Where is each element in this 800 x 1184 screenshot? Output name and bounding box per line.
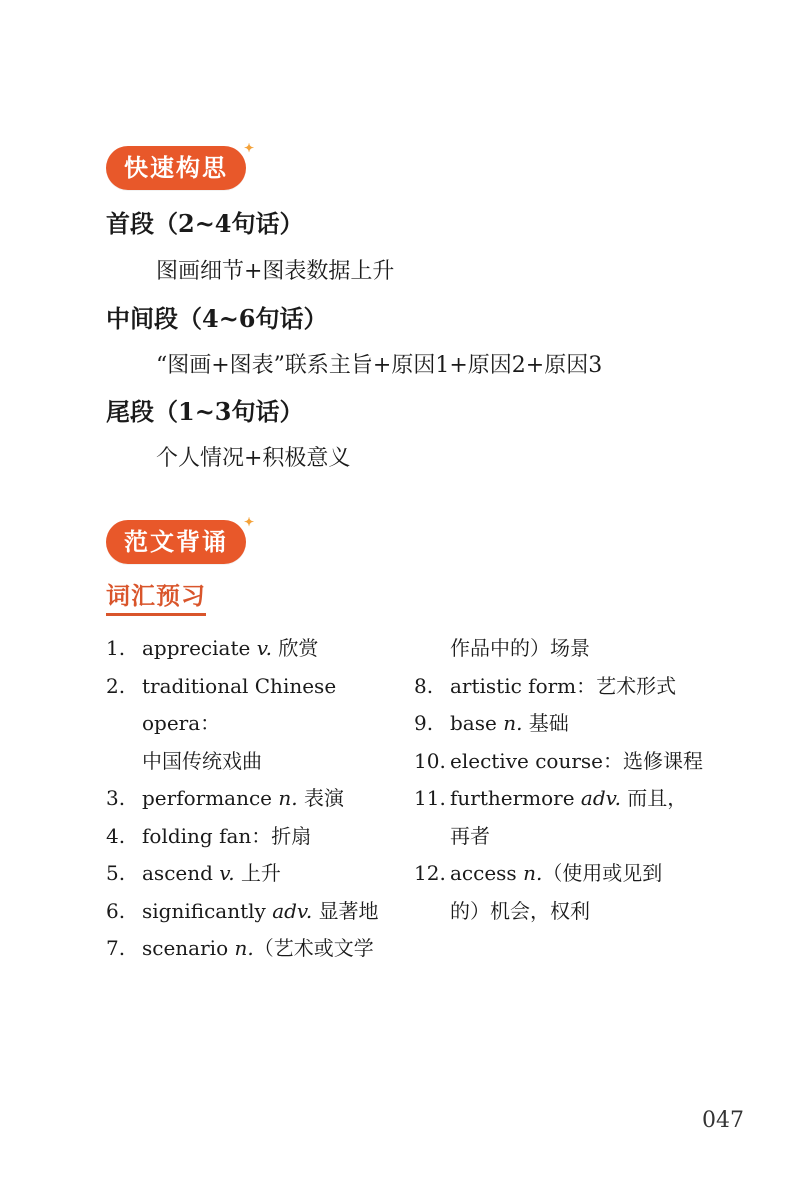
vocab-number: 5. <box>106 861 126 885</box>
vocab-number: 11. <box>414 786 446 810</box>
vocab-item <box>414 743 714 781</box>
vocab-number: 1. <box>106 636 126 660</box>
vocab-pos: n. <box>523 861 543 885</box>
vocab-number: 6. <box>106 898 126 923</box>
vocab-word: elective course <box>450 748 603 773</box>
vocab-meaning: ：艺术形式 <box>576 673 677 698</box>
section-pill-model-essay <box>106 515 256 564</box>
vocab-pos: n. <box>234 936 254 960</box>
vocab-item <box>106 780 406 818</box>
vocab-meaning: ：折扇 <box>251 823 312 848</box>
vocab-pos: v. <box>256 636 272 660</box>
vocab-item <box>106 818 406 856</box>
vocab-meaning: 欣赏 <box>278 636 319 660</box>
vocab-heading: 词汇预习 <box>106 581 206 610</box>
vocab-item <box>414 780 714 818</box>
vocab-word: appreciate <box>142 636 251 660</box>
outline-body-middle: “图画+图表”联系主旨+原因1+原因2+原因3 <box>156 353 603 378</box>
vocab-meaning-continued: 作品中的）场景 <box>450 636 590 660</box>
vocab-number: 2. <box>106 673 126 698</box>
outline-title-middle: 中间段（4~6句话） <box>106 304 328 333</box>
vocab-meaning: 显著地 <box>318 898 379 923</box>
vocab-meaning: 上升 <box>240 861 281 885</box>
vocab-item <box>414 855 714 893</box>
vocab-meaning: ：选修课程 <box>602 748 703 773</box>
vocab-word: ascend <box>142 861 213 885</box>
vocab-pos: adv. <box>580 786 621 810</box>
vocab-word: folding fan <box>142 823 252 848</box>
vocab-word: scenario <box>142 936 229 960</box>
vocab-pos: adv. <box>272 898 313 923</box>
vocab-meaning-continued: 中国传统戏曲 <box>142 748 262 773</box>
sparkle-icon: ✦ <box>243 141 256 155</box>
section-pill-label: 范文背诵 <box>124 527 228 556</box>
vocab-pos: n. <box>503 711 523 735</box>
vocab-meaning: 表演 <box>303 786 344 810</box>
vocab-item <box>106 668 406 743</box>
vocab-meaning-continued: 的）机会，权利 <box>450 898 590 923</box>
vocab-meaning: ： <box>200 711 221 735</box>
outline-title-last: 尾段（1~3句话） <box>106 397 304 426</box>
vocab-word: significantly <box>142 898 266 923</box>
section-pill-quick-outline <box>106 141 256 190</box>
sparkle-icon: ✦ <box>243 515 256 529</box>
vocab-meaning: （使用或见到 <box>542 861 663 885</box>
vocab-meaning: 基础 <box>528 711 569 735</box>
vocab-word: base <box>450 711 497 735</box>
vocab-meaning-continued: 再者 <box>450 823 490 848</box>
vocab-list-right <box>414 630 714 930</box>
vocab-word: furthermore <box>450 786 575 810</box>
vocab-word: performance <box>142 786 273 810</box>
vocab-number: 9. <box>414 711 434 735</box>
vocab-pos: n. <box>278 786 298 810</box>
page-number: 047 <box>702 1108 744 1133</box>
vocab-word: traditional Chinese opera <box>142 673 337 735</box>
vocab-number: 12. <box>414 861 446 885</box>
vocab-item <box>106 893 406 931</box>
vocab-list-left <box>106 630 406 968</box>
vocab-item <box>414 705 714 743</box>
vocab-number: 7. <box>106 936 126 960</box>
outline-body-last: 个人情况+积极意义 <box>156 446 351 471</box>
vocab-word: access <box>450 861 517 885</box>
vocab-meaning: 而且， <box>627 786 688 810</box>
vocab-pos: v. <box>219 861 235 885</box>
vocab-number: 10. <box>414 748 446 773</box>
section-pill-label: 快速构思 <box>124 153 228 182</box>
vocab-item <box>106 930 406 968</box>
outline-body-first: 图画细节+图表数据上升 <box>156 259 395 284</box>
vocab-word: artistic form <box>450 673 577 698</box>
vocab-item <box>414 668 714 706</box>
vocab-meaning: （艺术或文学 <box>253 936 374 960</box>
vocab-number: 4. <box>106 823 126 848</box>
vocab-item <box>106 630 406 668</box>
vocab-number: 3. <box>106 786 126 810</box>
vocab-number: 8. <box>414 673 434 698</box>
vocab-item <box>106 855 406 893</box>
outline-title-first: 首段（2~4句话） <box>106 209 304 238</box>
